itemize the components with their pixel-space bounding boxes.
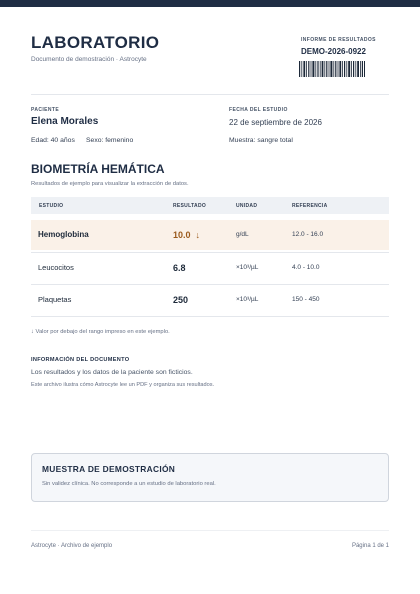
table-row xyxy=(31,285,389,315)
row-unit: ×10³/µL xyxy=(236,296,259,303)
row-unit: ×10³/µL xyxy=(236,264,259,271)
row-divider xyxy=(31,316,389,317)
footer-left: Astrocyte · Archivo de ejemplo xyxy=(31,543,113,549)
header-reference: REFERENCIA xyxy=(292,203,328,209)
patient-age: Edad: 40 años xyxy=(31,137,75,144)
footnote: ↓ Valor por debajo del rango impreso en este ejemplo. xyxy=(31,329,170,335)
section-title: BIOMETRÍA HEMÁTICA xyxy=(31,162,165,176)
demo-notice-box xyxy=(31,453,389,502)
info-line-2: Este archivo ilustra cómo Astrocyte lee un PDF y organiza sus resultados. xyxy=(31,382,215,388)
row-study-name: Leucocitos xyxy=(38,263,74,272)
patient-sex: Sexo: femenino xyxy=(86,137,134,144)
header-divider xyxy=(31,94,389,95)
page-number: Página 1 de 1 xyxy=(351,543,389,549)
lab-title: LABORATORIO xyxy=(31,33,160,52)
study-date: 22 de septiembre de 2026 xyxy=(229,118,322,127)
patient-name: Elena Morales xyxy=(31,116,99,127)
table-row xyxy=(31,253,389,283)
header-study: ESTUDIO xyxy=(39,203,64,209)
row-result xyxy=(173,220,200,250)
row-result: 250 xyxy=(173,295,189,305)
row-study-name: Plaquetas xyxy=(38,295,72,304)
section-subtitle: Resultados de ejemplo para visualizar la extracción de datos. xyxy=(31,181,189,187)
patient-label: PACIENTE xyxy=(31,107,60,113)
footer-divider xyxy=(31,530,389,531)
header-unit: UNIDAD xyxy=(236,203,258,209)
row-reference: 4.0 - 10.0 xyxy=(292,264,320,271)
row-unit: g/dL xyxy=(236,231,249,238)
table-row xyxy=(31,220,389,250)
row-reference: 12.0 - 16.0 xyxy=(292,231,324,238)
row-reference: 150 - 450 xyxy=(292,296,320,303)
demo-notice-title: MUESTRA DE DEMOSTRACIÓN xyxy=(42,464,176,474)
report-id: DEMO-2026-0922 xyxy=(301,47,366,56)
info-line-1: Los resultados y los datos de la paciente son ficticios. xyxy=(31,369,193,376)
top-accent-bar xyxy=(0,0,420,7)
barcode-icon xyxy=(299,61,365,77)
study-sample: Muestra: sangre total xyxy=(229,137,293,144)
result-value: 10.0 xyxy=(173,230,191,240)
low-flag-icon: ↓ xyxy=(195,230,201,240)
row-result: 6.8 xyxy=(173,263,186,273)
results-table-header xyxy=(31,197,389,214)
row-study-name: Hemoglobina xyxy=(38,230,89,239)
info-title: INFORMACIÓN DEL DOCUMENTO xyxy=(31,357,130,363)
demo-notice-text: Sin validez clínica. No corresponde a un estudio de laboratorio real. xyxy=(42,481,216,487)
header-result: RESULTADO xyxy=(173,203,207,209)
report-label: INFORME DE RESULTADOS xyxy=(301,37,376,43)
study-date-label: FECHA DEL ESTUDIO xyxy=(229,107,288,113)
lab-subtitle: Documento de demostración · Astrocyte xyxy=(31,56,147,63)
